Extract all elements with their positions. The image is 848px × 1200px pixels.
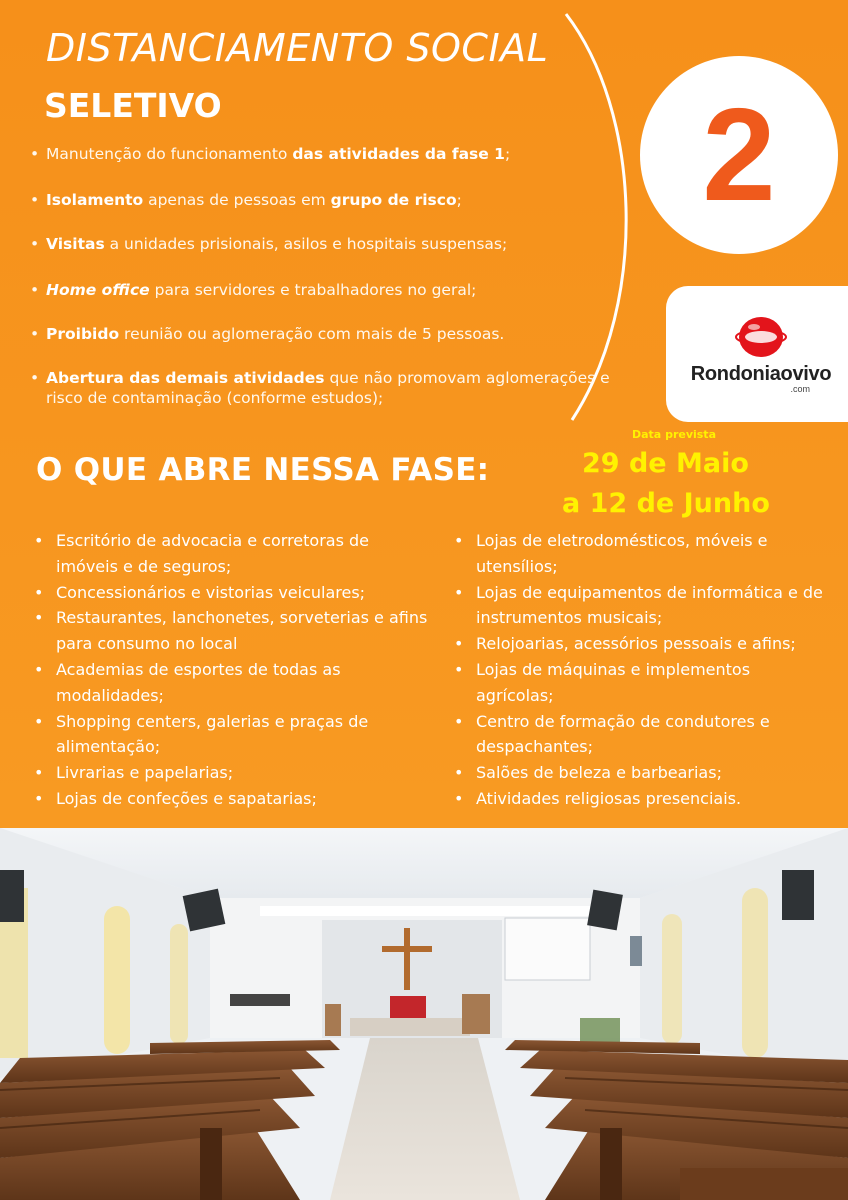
page-title: DISTANCIAMENTO SOCIAL (46, 26, 549, 70)
phase-number: 2 (702, 81, 776, 228)
list-item: • Visitas a unidades prisionais, asilos e hospitais suspensas; (30, 234, 630, 254)
list-item: • Lojas de eletrodomésticos, móveis e utensílios; (450, 528, 830, 580)
church-interior-photo (0, 828, 848, 1200)
page-subtitle: SELETIVO (44, 86, 222, 125)
open-activities-left (30, 528, 430, 812)
list-item: • Abertura das demais atividades que não promovam aglomerações e risco de contaminação (conforme estudos); (30, 368, 630, 408)
list-item: • Livrarias e papelarias; (30, 760, 430, 786)
list-item: • Restaurantes, lanchonetes, sorveterias e afins para consumo no local (30, 605, 430, 657)
list-item: • Lojas de máquinas e implementos agrícolas; (450, 657, 830, 709)
list-item: • Manutenção do funcionamento das atividades da fase 1; (30, 144, 630, 164)
open-activities-right (450, 528, 830, 812)
list-item: • Home office para servidores e trabalhadores no geral; (30, 280, 630, 300)
section-title: O QUE ABRE NESSA FASE: (36, 452, 490, 488)
logo-suffix: .com (790, 383, 810, 394)
list-item: • Relojoarias, acessórios pessoais e afins; (450, 631, 830, 657)
date-end: a 12 de Junho (562, 488, 770, 519)
logo-name: Rondoniaovivo (690, 362, 832, 385)
list-item: • Shopping centers, galerias e praças de alimentação; (30, 709, 430, 761)
list-item: • Proibido reunião ou aglomeração com mais de 5 pessoas. (30, 324, 630, 344)
logo-card (666, 286, 848, 422)
measures-list (30, 144, 630, 408)
list-item: • Concessionários e vistorias veiculares; (30, 580, 430, 606)
list-item: • Lojas de confeções e sapatarias; (30, 786, 430, 812)
list-item: • Academias de esportes de todas as modalidades; (30, 657, 430, 709)
list-item: • Salões de beleza e barbearias; (450, 760, 830, 786)
list-item: • Centro de formação de condutores e despachantes; (450, 709, 830, 761)
date-start: 29 de Maio (582, 448, 749, 479)
globe-logo-icon (734, 315, 788, 359)
list-item: • Atividades religiosas presenciais. (450, 786, 830, 812)
list-item: • Lojas de equipamentos de informática e de instrumentos musicais; (450, 580, 830, 632)
list-item: • Isolamento apenas de pessoas em grupo de risco; (30, 190, 630, 210)
date-label: Data prevista (632, 428, 716, 441)
list-item: • Escritório de advocacia e corretoras de imóveis e de seguros; (30, 528, 430, 580)
phase-badge (640, 56, 838, 254)
